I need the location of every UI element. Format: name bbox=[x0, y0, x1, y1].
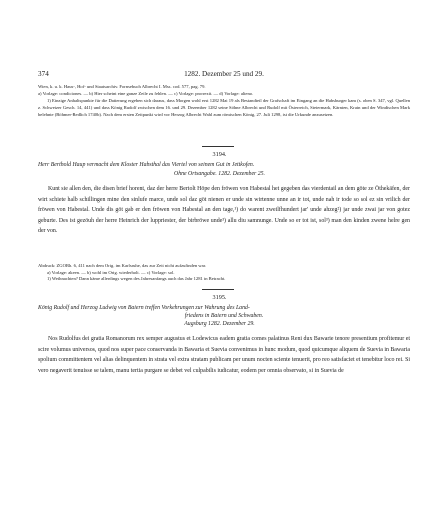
doc-number-3194: 3194. bbox=[212, 151, 227, 158]
variant-note: a) Vorlage: condiciones. — b) Hier scheint eine ganze Zeile zu fehlen. — c) Vorlage: prorrexit. — d) Vorlage: alieno. bbox=[38, 91, 254, 97]
doc-title-3194: Herr Berthold Haup vermacht dem Kloster Habsthal das Viertel von seinem Gut in Jettkofen. bbox=[38, 162, 255, 168]
doc-text-3194: Kunt sie allen den, die disen brief horent, daz der herre Bertolt Höpe den fröwen von Habestal het gegeben das vierdentail an dem göte ze Öthekäfen, der wirt schiete halb schillingen mine den sinlufe marce, unde sol daz göt nienen er unde sin wirtenne unne an ir tot, unde nah ir tode so sol ez sin vrilich der fröwen von Habestal. Unde dis göt gab er den fröwen von Habestal an den tage,¹) do warent zweilfhundert jar' unde ahzeg²) jar unde zwai jar von gotez geburte. Des ist gezöuh der herre Heinrich der luppriester, der birbröwe unde³) allu diu samnunge. Unde so er tot ist, sol³) man den kinden zwene helre gen der von. bbox=[38, 186, 410, 235]
variant-note: a) Vorlage: akeen. — b) wohl im Orig. wiederholt. — c) Vorlage: sol. bbox=[47, 269, 175, 275]
page-header bbox=[38, 70, 410, 80]
doc-notes-3194 bbox=[38, 263, 410, 283]
doc-date-3194: Ohne Ortsangabe. 1282. Dezember 25. bbox=[174, 171, 265, 177]
doc-title-3195-line1: König Rudolf und Herzog Ludwig von Baiern treffen Vorkehrungen zur Wahrung des Land- bbox=[38, 305, 250, 311]
section-divider bbox=[202, 289, 234, 290]
footnote-1: 1) Weihnachten? Dann käme allerdings wegen des Jahresanfangs auch das Jahr 1281 in Betracht. bbox=[47, 276, 226, 282]
top-footnotes bbox=[38, 83, 410, 118]
doc-date-3195: Augsburg 1282. Dezember 29. bbox=[184, 321, 255, 327]
section-divider bbox=[202, 146, 234, 147]
doc-title-3195-line2: friedens in Baiern und Schwaben. bbox=[184, 313, 264, 319]
source-note: Abdruck: ZGORh. 6, 411 nach dem Orig. im Karlsruhe, das zur Zeit nicht aufzufinden war. bbox=[38, 263, 207, 268]
dating-note: 1) Einzige Anhaltspunkte für die Datierung ergeben sich daraus, dass Morgen wohl erst 1282 Mai 19 als Bestandteil der Grafschaft im Eingang an die Habsburger kam (s. oben S. 347, vgl. Quellen z. Schweizer Gesch. 14, 441) und dass König Rudolf zwischen dem 16. und 29. Dezember 1282 seine Söhne Albrecht und Rudolf mit Österreich, Steiermark, Kärnten, Krain und der Windischen Mark belehnte (Böhmer-Redlich 1740b). Nach dem ersten Zeitpunkt wird vor Herzog Albrecht Wahl zum römischen König, 27. Juli 1298, ist die Urkunde anzusetzen. bbox=[38, 98, 410, 118]
archive-note: Wien, k. u. k. Haus-, Hof- und Staatsarchiv. Fornsebuch Albrecht I. Mss. cod. 577, pag. 79. bbox=[38, 84, 206, 89]
doc-number-3195: 3195. bbox=[212, 294, 227, 301]
page-number: 374 bbox=[38, 70, 49, 78]
doc-text-3195: Nos Rudolfus dei gratia Romanorum rex semper augustus et Lodewicus eadem gratia comes palatinus Reni dux Bawarie tenore presentium profitemur et scire volumus universos, quod nos super pace conservanda in Bawaria et Suevia convenimus in hunc modum, quod quicumque aliquem de Suevia in Bawaria spolium committentem vel alias delinquentem in strata vel extra stratam publicam per unum nocten sciente tenuerit, pro reo satisfaciet et tenebitur loco rei. Si vero negaverit tenuisse se talem, manu tertia purgare se debet vel culpabilis iudicatur, eodem per omnia observato, si in Suevia de bbox=[38, 336, 411, 374]
running-title: 1282. Dezember 25 und 29. bbox=[184, 70, 264, 78]
